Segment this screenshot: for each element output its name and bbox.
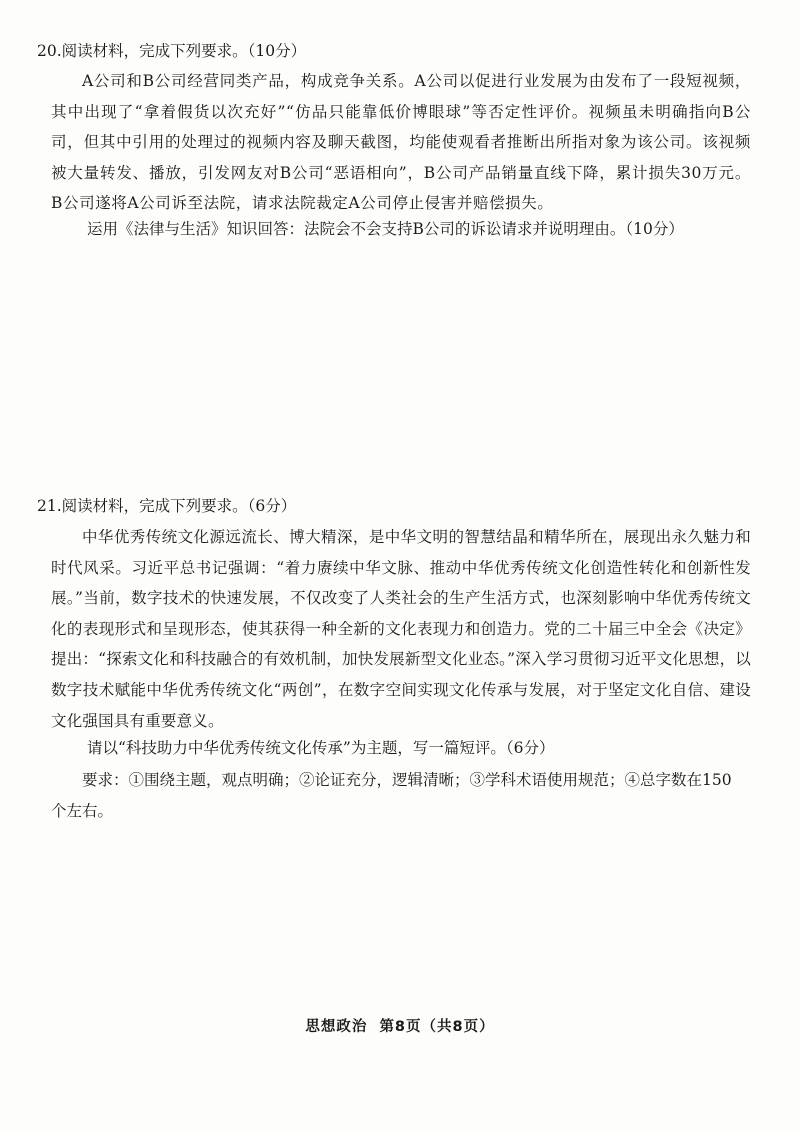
footer-subject: 思想政治 [305,1019,368,1035]
question-21-material: 中华优秀传统文化源远流长、博大精深，是中华文明的智慧结晶和精华所在，展现出永久魅力和时代风采。习近平总书记强调：“着力赓续中华文脉、推动中华优秀传统文化创造性转化和创新性发展。”当前，数字技术的快速发展，不仅改变了人类社会的生产生活方式，也深刻影响中华优秀传统文化的表现形式和呈现形态，使其获得一种全新的文化表现力和创造力。党的二十届三中全会《决定》提出：“探索文化和科技融合的有效机制，加快发展新型文化业态。”深入学习贯彻习近平文化思想，以数字技术赋能中华优秀传统文化“两创”，在数字空间实现文化传承与发展，对于坚定文化自信、建设文化强国具有重要意义。 [51,528,751,730]
question-20-material: A公司和B公司经营同类产品，构成竞争关系。A公司以促进行业发展为由发布了一段短视频，其中出现了“拿着假货以次充好”“仿品只能靠低价博眼球”等否定性评价。视频虽未明确指向B公司，但其中引用的处理过的视频内容及聊天截图，均能使观看者推断出所指对象为该公司。该视频被大量转发、播放，引发网友对B公司“恶语相向”，B公司产品销量直线下降，累计损失30万元。B公司遂将A公司诉至法院，请求法院裁定A公司停止侵害并赔偿损失。 [51,72,751,213]
footer-page-number: 第8页（共8页） [379,1019,495,1035]
question-20-title: 20.阅读材料，完成下列要求。（10分） [37,42,307,60]
page-footer [0,1015,800,1036]
question-21-requirements: 要求：①围绕主题，观点明确；②论证充分，逻辑清晰；③学科术语使用规范；④总字数在150个左右。 [51,771,732,820]
question-21-instruction: 请以“科技助力中华优秀传统文化传承”为主题，写一篇短评。（6分） [87,739,555,757]
question-20-instruction: 运用《法律与生活》知识回答：法院会不会支持B公司的诉讼请求并说明理由。（10分） [87,220,684,238]
question-21-title: 21.阅读材料，完成下列要求。（6分） [37,497,297,515]
